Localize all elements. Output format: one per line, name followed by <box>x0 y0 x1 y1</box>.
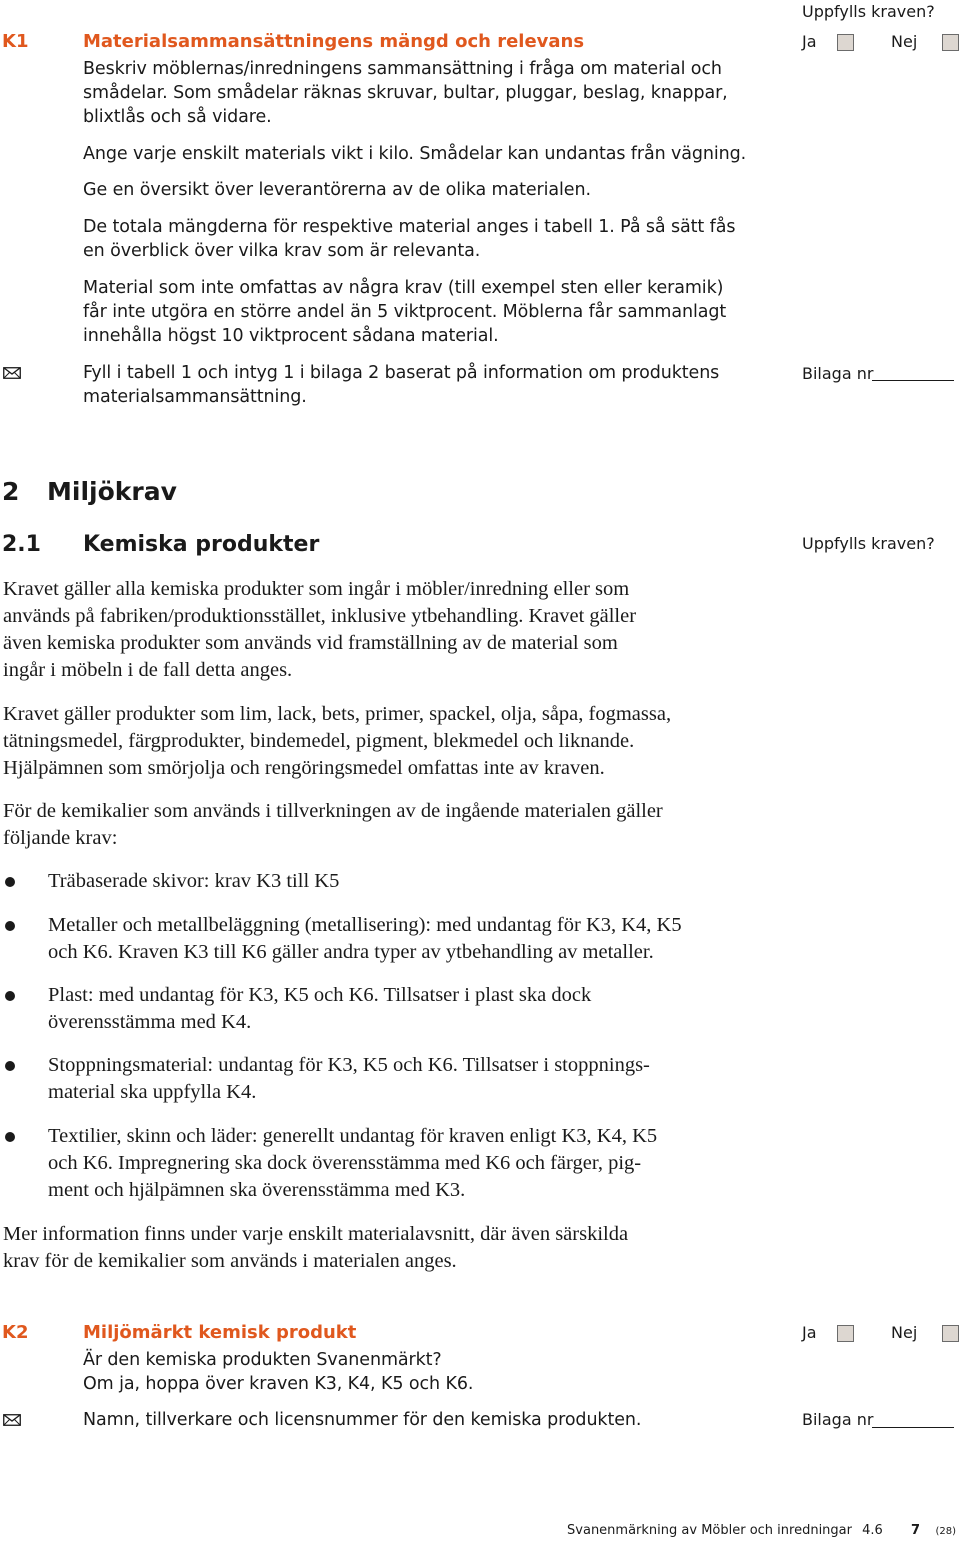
para1-line: Kravet gäller alla kemiska produkter som ingår i möbler/inredning eller som <box>3 578 630 600</box>
k2-line: Om ja, hoppa över kraven K3, K4, K5 och K6. <box>83 1374 474 1394</box>
k1-line: Ge en översikt över leverantörerna av de olika materialen. <box>83 180 591 200</box>
k1-line: Ange varje enskilt materials vikt i kilo. Smådelar kan undantas från vägning. <box>83 144 747 164</box>
para2-line: Hjälpämnen som smörjolja och rengöringsmedel omfattas inte av kraven. <box>3 757 605 779</box>
para2-line: tätningsmedel, färgprodukter, bindemedel, pigment, blekmedel och liknande. <box>3 730 635 752</box>
section-21-title: Kemiska produkter <box>83 532 320 557</box>
section-21-question: Uppfylls kraven? <box>802 534 935 553</box>
bullet-text: Metaller och metallbeläggning (metallisering): med undantag för K3, K4, K5 <box>48 914 682 936</box>
bullet-icon <box>5 991 15 1001</box>
para3-line: följande krav: <box>3 827 118 849</box>
bullet-icon <box>5 1061 15 1071</box>
para1-line: ingår i möbeln i de fall detta anges. <box>3 659 293 681</box>
section-2-title: Miljökrav <box>47 477 177 506</box>
bullet-text: material ska uppfylla K4. <box>48 1081 257 1103</box>
k1-line: materialsammansättning. <box>83 387 307 407</box>
para1-line: även kemiska produkter som används vid framställning av de material som <box>3 632 618 654</box>
bullet-icon <box>5 1132 15 1142</box>
k2-ja-checkbox[interactable] <box>837 1325 854 1342</box>
bullet-text: överensstämma med K4. <box>48 1011 252 1033</box>
bullet-text: och K6. Kraven K3 till K6 gäller andra typer av ytbehandling av metaller. <box>48 941 654 963</box>
bullet-text: ment och hjälpämnen ska överensstämma med K3. <box>48 1179 466 1201</box>
para4-line: Mer information finns under varje enskilt materialavsnitt, där även särskilda <box>3 1223 629 1245</box>
footer <box>567 1523 920 1538</box>
k2-attachment-field[interactable] <box>872 1427 954 1428</box>
bullet-text: Träbaserade skivor: krav K3 till K5 <box>48 870 340 892</box>
k1-attachment-field[interactable] <box>872 380 954 381</box>
bullet-text: Plast: med undantag för K3, K5 och K6. Tillsatser i plast ska dock <box>48 984 592 1006</box>
bullet-text: Textilier, skinn och läder: generellt undantag för kraven enligt K3, K4, K5 <box>48 1125 658 1147</box>
footer-page: 7 <box>910 1523 920 1538</box>
para4-line: krav för de kemikalier som används i materialen anges. <box>3 1250 457 1272</box>
para1-line: används på fabriken/produktionsstället, inklusive ytbehandling. Kravet gäller <box>3 605 637 627</box>
k2-line: Är den kemiska produkten Svanenmärkt? <box>83 1350 442 1370</box>
envelope-icon <box>3 1414 21 1426</box>
para2-line: Kravet gäller produkter som lim, lack, bets, primer, spackel, olja, såpa, fogmassa, <box>3 703 672 725</box>
k2-line: Namn, tillverkare och licensnummer för den kemiska produkten. <box>83 1410 642 1430</box>
footer-doc-title: Svanenmärkning av Möbler och inredningar <box>567 1523 852 1538</box>
k2-nej-label: Nej <box>891 1323 918 1342</box>
para3-line: För de kemikalier som används i tillverkningen av de ingående materialen gäller <box>3 800 663 822</box>
k1-line: får inte utgöra en större andel än 5 viktprocent. Möblerna får sammanlagt <box>83 302 727 322</box>
k1-line: innehålla högst 10 viktprocent sådana material. <box>83 326 499 346</box>
k1-line: De totala mängderna för respektive material anges i tabell 1. På så sätt fås <box>83 217 736 237</box>
bullet-text: och K6. Impregnering ska dock överensstämma med K6 och färger, pig- <box>48 1152 642 1174</box>
k1-line: Material som inte omfattas av några krav (till exempel sten eller keramik) <box>83 278 724 298</box>
footer-version: 4.6 <box>862 1523 883 1538</box>
bullet-icon <box>5 921 15 931</box>
k2-title: Miljömärkt kemisk produkt <box>83 1322 357 1343</box>
k2-nej-checkbox[interactable] <box>942 1325 959 1342</box>
section-2-number: 2 <box>2 477 20 506</box>
k1-title: Materialsammansättningens mängd och relevans <box>83 31 585 52</box>
k1-line: en överblick över vilka krav som är relevanta. <box>83 241 481 261</box>
envelope-icon <box>3 367 21 379</box>
k1-line: blixtlås och så vidare. <box>83 107 272 127</box>
footer-total-pages: (28) <box>935 1526 956 1537</box>
k1-code: K1 <box>2 31 29 52</box>
section-21-number: 2.1 <box>2 532 41 557</box>
k1-attachment-label: Bilaga nr <box>802 364 874 383</box>
k1-line: Fyll i tabell 1 och intyg 1 i bilaga 2 baserat på information om produktens <box>83 363 720 383</box>
k1-nej-label: Nej <box>891 32 918 51</box>
k1-nej-checkbox[interactable] <box>942 34 959 51</box>
k1-ja-checkbox[interactable] <box>837 34 854 51</box>
bullet-text: Stoppningsmaterial: undantag för K3, K5 och K6. Tillsatser i stoppnings- <box>48 1054 650 1076</box>
k1-question: Uppfylls kraven? <box>802 2 935 21</box>
k2-attachment-label: Bilaga nr <box>802 1410 874 1429</box>
bullet-icon <box>5 877 15 887</box>
k1-ja-label: Ja <box>802 32 817 51</box>
k1-line: smådelar. Som smådelar räknas skruvar, bultar, pluggar, beslag, knappar, <box>83 83 728 103</box>
k2-ja-label: Ja <box>802 1323 817 1342</box>
k2-code: K2 <box>2 1322 29 1343</box>
k1-line: Beskriv möblernas/inredningens sammansättning i fråga om material och <box>83 59 722 79</box>
